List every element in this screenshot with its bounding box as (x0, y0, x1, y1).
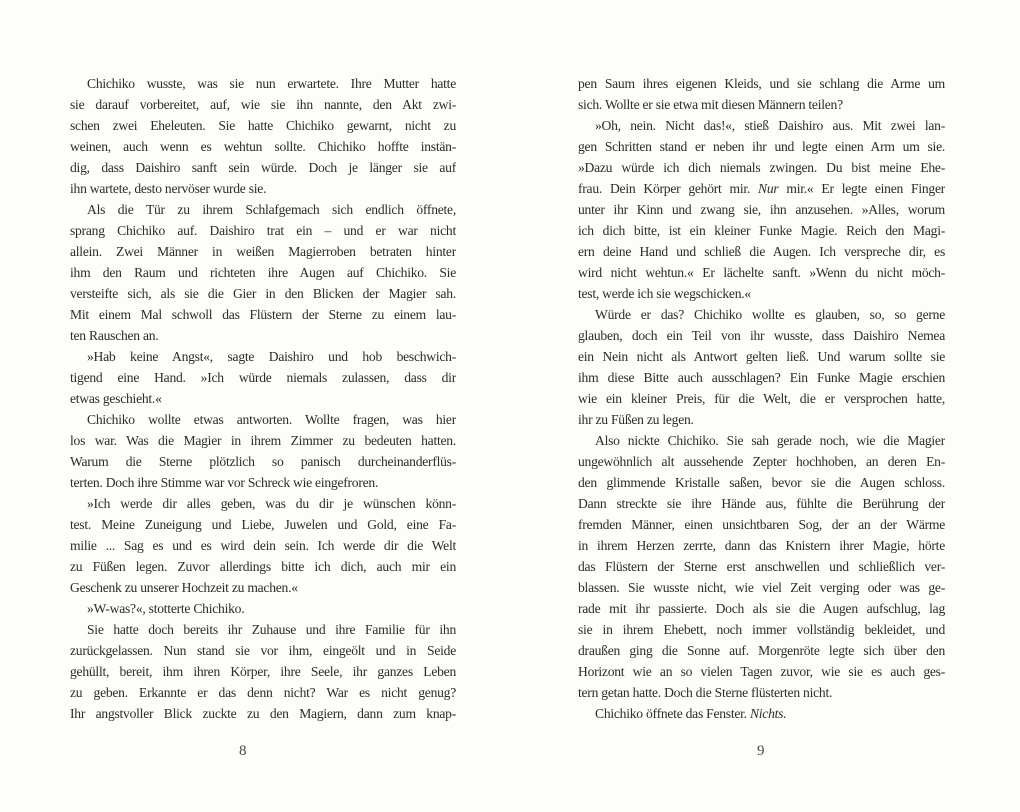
paragraph (578, 304, 945, 430)
paragraph (70, 346, 456, 409)
text-line: Also nickte Chichiko. Sie sah gerade noch, wie die Magier (595, 433, 945, 448)
left-page-text (70, 73, 456, 724)
text-line: draußen ging die Sonne auf. Morgenröte legte sich über den (578, 643, 945, 658)
text-line: ungewöhnlich alt aussehende Zepter hochhoben, an deren En- (578, 454, 945, 469)
text-line: Horizont wie an so vielen Tagen zuvor, wie sie es auch ges- (578, 664, 945, 679)
text-line: schen zwei Eheleuten. Sie hatte Chichiko gewarnt, nicht zu (70, 118, 456, 133)
text-line: dig, dass Daishiro sanft sein würde. Doch je länger sie auf (70, 160, 456, 175)
text-line: ihr zu Füßen zu legen. (578, 412, 694, 427)
text-line: ein Nein nicht als Antwort gelten ließ. Und warum sollte sie (578, 349, 945, 364)
paragraph (70, 598, 456, 619)
text-line: Würde er das? Chichiko wollte es glauben, so, so gerne (595, 307, 945, 322)
text-line: frau. Dein Körper gehört mir. Nur mir.« Er legte einen Finger (578, 181, 945, 196)
text-line: »Dazu würde ich dich niemals zwingen. Du bist meine Ehe- (578, 160, 945, 175)
text-line: blassen. Sie wusste nicht, wie viel Zeit verging oder was ge- (578, 580, 945, 595)
text-line: Chichiko öffnete das Fenster. Nichts. (595, 706, 787, 721)
paragraph (578, 73, 945, 115)
italic-text: Nur (758, 181, 779, 196)
text-line: milie ... Sag es und es wird dein sein. Ich werde dir die Welt (70, 538, 456, 553)
text-line: los war. Was die Magier in ihrem Zimmer zu bedeuten hatten. (70, 433, 456, 448)
paragraph (70, 409, 456, 493)
text-line: Sie hatte doch bereits ihr Zuhause und ihre Familie für ihn (87, 622, 456, 637)
paragraph (70, 619, 456, 724)
text-line: sie in ihrem Ehebett, noch immer vollständig bekleidet, und (578, 622, 945, 637)
text-line: versteifte sich, als sie die Gier in den Blicken der Magier sah. (70, 286, 456, 301)
text-line: terten. Doch ihre Stimme war vor Schreck wie eingefroren. (70, 475, 379, 490)
text-line: »Hab keine Angst«, sagte Daishiro und hob beschwich- (87, 349, 456, 364)
text-line: ten Rauschen an. (70, 328, 159, 343)
text-line: sprang Chichiko auf. Daishiro trat ein – und er war nicht (70, 223, 456, 238)
text-line: in ihrem Herzen zerrte, dann das Knistern ihrer Magie, hörte (578, 538, 945, 553)
right-page-number: 9 (757, 743, 765, 759)
text-line: das Flüstern der Sterne erst anschwellen und schließlich ver- (578, 559, 945, 574)
text-line: »Ich werde dir alles geben, was du dir je wünschen könn- (87, 496, 456, 511)
text-line: Chichiko wollte etwas antworten. Wollte fragen, was hier (87, 412, 456, 427)
text-line: Geschenk zu unserer Hochzeit zu machen.« (70, 580, 298, 595)
text-line: zurückgelassen. Nun stand sie vor ihm, eingeölt und in Seide (70, 643, 456, 658)
text-line: Chichiko wusste, was sie nun erwartete. Ihre Mutter hatte (87, 76, 456, 91)
text-line: sich. Wollte er sie etwa mit diesen Männern teilen? (578, 97, 843, 112)
paragraph (70, 493, 456, 598)
text-line: test, werde ich sie wegschicken.« (578, 286, 751, 301)
text-line: Dann streckte sie ihre Hände aus, fühlte die Berührung der (578, 496, 945, 511)
text-line: tigend eine Hand. »Ich würde niemals zulassen, dass dir (70, 370, 456, 385)
text-line: unter ihr Kinn und zwang sie, ihn anzusehen. »Alles, worum (578, 202, 945, 217)
text-line: tern getan hatte. Doch die Sterne flüsterten nicht. (578, 685, 833, 700)
text-line: rade mit ihr passierte. Doch als sie die Augen aufschlug, lag (578, 601, 945, 616)
text-line: pen Saum ihres eigenen Kleids, und sie schlang die Arme um (578, 76, 945, 91)
text-line: ihm den Raum und richteten ihre Augen auf Chichiko. Sie (70, 265, 456, 280)
text-line: ern deine Hand und schließ die Augen. Ich verspreche dir, es (578, 244, 945, 259)
text-line: gehüllt, bereit, ihm ihren Körper, ihre Seele, ihr ganzes Leben (70, 664, 456, 679)
text-line: sie darauf vorbereitet, auf, wie sie ihn nannte, den Akt zwi- (70, 97, 456, 112)
text-line: »W-was?«, stotterte Chichiko. (87, 601, 245, 616)
text-line: Mit einem Mal schwoll das Flüstern der Sterne zu einem lau- (70, 307, 456, 322)
text-line: test. Meine Zuneigung und Liebe, Juwelen und Gold, eine Fa- (70, 517, 456, 532)
text-line: ich dich bitte, ist ein kleiner Funke Magie. Reich den Magi- (578, 223, 945, 238)
text-line: Warum die Sterne plötzlich so panisch durcheinanderflüs- (70, 454, 456, 469)
paragraph (578, 430, 945, 703)
text-line: allein. Zwei Männer in weißen Magierroben betraten hinter (70, 244, 456, 259)
paragraph (70, 199, 456, 346)
text-line: glauben, doch ein Teil von ihr wusste, dass Daishiro Nemea (578, 328, 945, 343)
paragraph (70, 73, 456, 199)
text-line: ihm diese Bitte auch ausschlagen? Ein Funke Magie erschien (578, 370, 945, 385)
text-line: »Oh, nein. Nicht das!«, stieß Daishiro aus. Mit zwei lan- (595, 118, 945, 133)
text-line: zu Füßen legen. Zuvor allerdings bitte ich dich, auch mir ein (70, 559, 456, 574)
right-page-text (578, 73, 945, 724)
text-line: wird nicht wehtun.« Er lächelte sanft. »Wenn du nicht möch- (578, 265, 945, 280)
text-line: Als die Tür zu ihrem Schlafgemach sich endlich öffnete, (87, 202, 456, 217)
text-line: weinen, auch wenn es wehtun sollte. Chichiko hoffte instän- (70, 139, 456, 154)
text-line: zu geben. Erkannte er das denn nicht? War es nicht genug? (70, 685, 456, 700)
text-line: Ihr angstvoller Blick zuckte zu den Magiern, dann zum knap- (70, 706, 456, 721)
text-line: etwas geschieht.« (70, 391, 162, 406)
text-line: den glimmende Kristalle saßen, bevor sie die Augen schloss. (578, 475, 945, 490)
text-line: gen Schritten stand er neben ihr und legte einen Arm um sie. (578, 139, 945, 154)
text-line: fremden Männer, einen unsichtbaren Sog, der an der Wärme (578, 517, 945, 532)
text-line: ihn wartete, desto nervöser wurde sie. (70, 181, 267, 196)
paragraph (578, 703, 945, 724)
text-line: wie ein kleiner Preis, für die Welt, die er versprochen hatte, (578, 391, 945, 406)
left-page-number: 8 (239, 743, 247, 759)
italic-text: Nichts. (749, 706, 787, 721)
paragraph (578, 115, 945, 304)
